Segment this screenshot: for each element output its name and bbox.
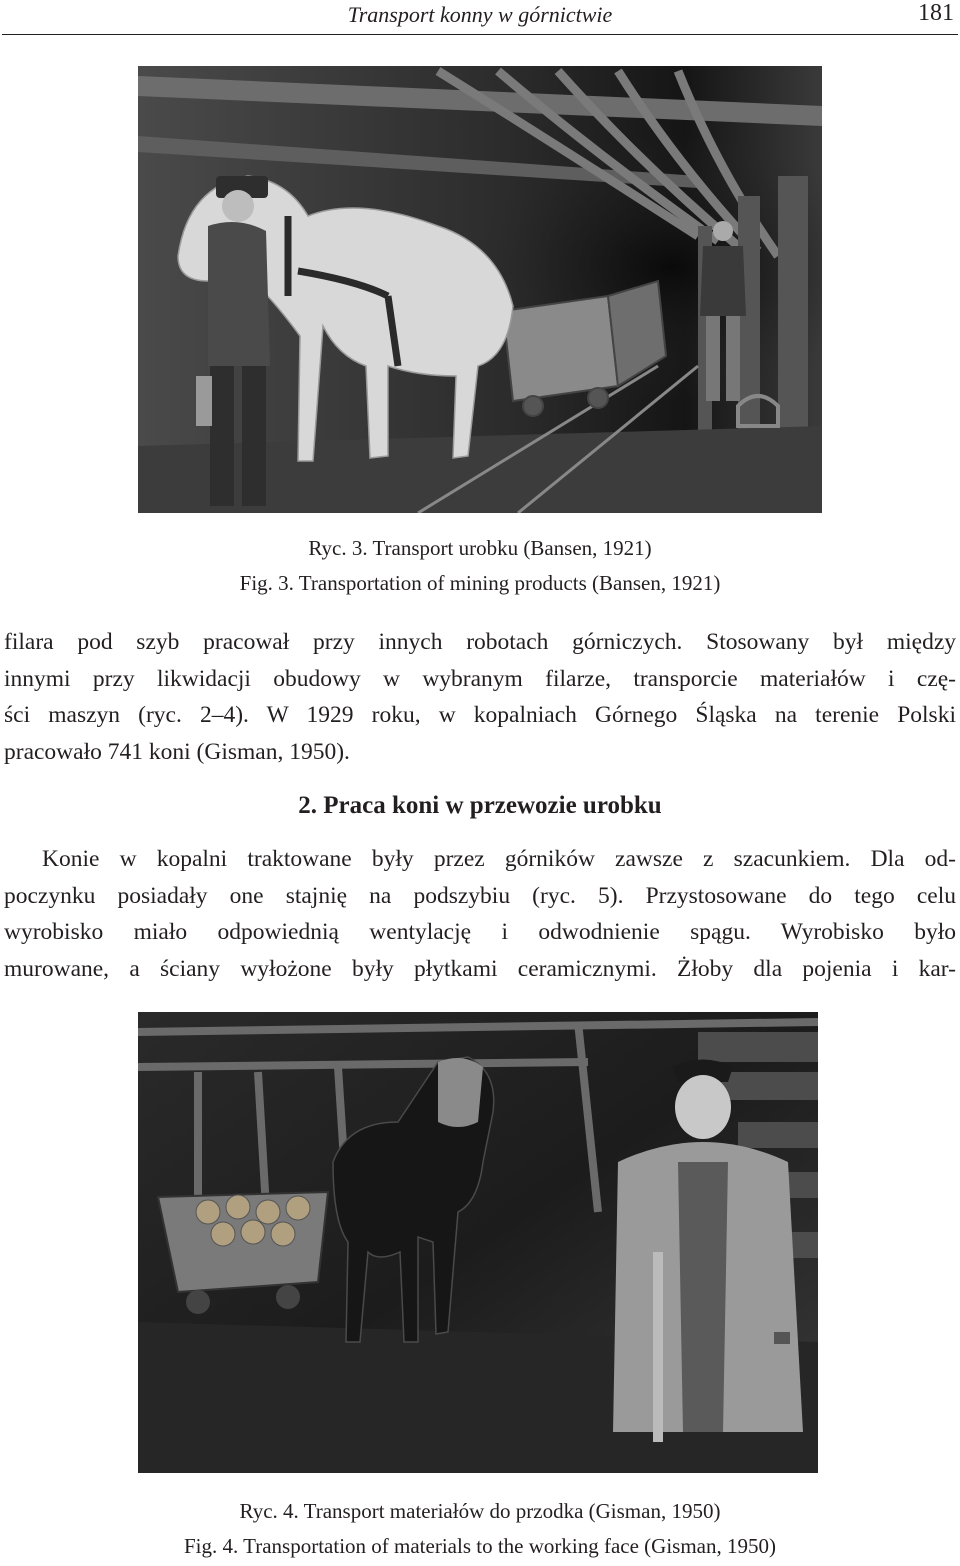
figure-3-caption-pl: Ryc. 3. Transport urobku (Bansen, 1921): [308, 536, 652, 560]
text-line: poczynku posiadały one stajnię na podszybiu (ryc. 5). Przystosowane do tego celu: [4, 882, 956, 909]
text-line: pracowało 741 koni (Gisman, 1950).: [4, 738, 350, 765]
figure-4-photo: [138, 1012, 818, 1473]
body-paragraph-1: [4, 624, 956, 770]
figure-3-photo: [138, 66, 822, 513]
text-line: innymi przy likwidacji obudowy w wybranym filarze, transporcie materiałów i czę-: [4, 665, 956, 692]
text-line: wyrobisko miało odpowiednią wentylację i odwodnienie spągu. Wyrobisko było: [4, 919, 956, 945]
body-paragraph-2: [4, 841, 956, 987]
text-line: ści maszyn (ryc. 2–4). W 1929 roku, w kopalniach Górnego Śląska na terenie Polski: [4, 702, 956, 728]
header-rule: [2, 34, 958, 35]
text-line: Konie w kopalni traktowane były przez górników zawsze z szacunkiem. Dla od-: [42, 846, 956, 872]
text-line: murowane, a ściany wyłożone były płytkami ceramicznymi. Żłoby dla pojenia i kar-: [4, 955, 956, 982]
page-header: [0, 0, 960, 38]
running-title: Transport konny w górnictwie: [347, 2, 613, 27]
text-line: filara pod szyb pracował przy innych robotach górniczych. Stosowany był między: [4, 629, 956, 655]
figure-4-caption-pl: Ryc. 4. Transport materiałów do przodka (Gisman, 1950): [239, 1499, 721, 1523]
section-heading: 2. Praca koni w przewozie urobku: [298, 792, 662, 819]
figure-3-caption-en: Fig. 3. Transportation of mining products (Bansen, 1921): [239, 571, 721, 595]
page-number: 181: [918, 0, 954, 26]
figure-4-caption-en: Fig. 4. Transportation of materials to the working face (Gisman, 1950): [184, 1534, 776, 1558]
